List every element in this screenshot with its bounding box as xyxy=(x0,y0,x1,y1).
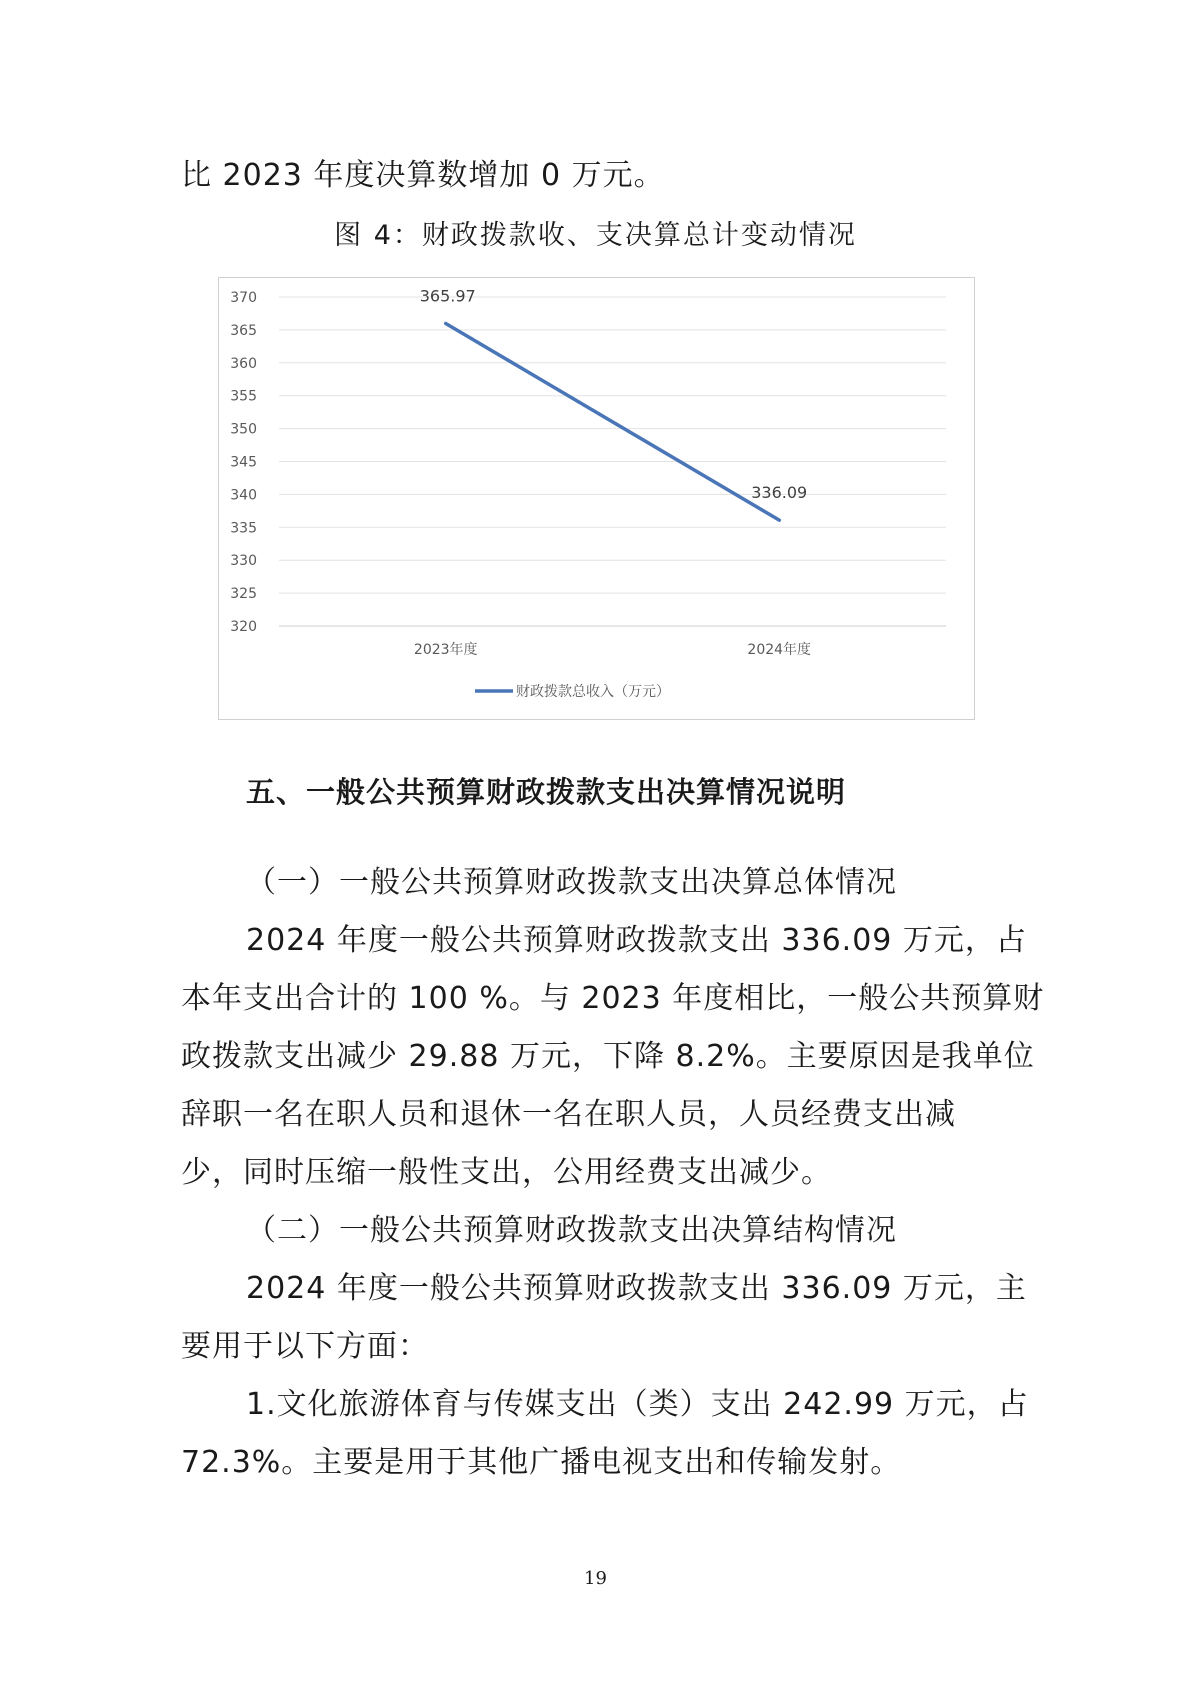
subsection-2-title: （二）一般公共预算财政拨款支出决算结构情况 xyxy=(246,1213,897,1248)
y-tick-label: 345 xyxy=(230,454,257,471)
x-tick-label: 2023年度 xyxy=(413,642,478,658)
data-point xyxy=(778,519,781,522)
paragraph-1-line-3: 政拨款支出减少 29.88 万元，下降 8.2%。主要原因是我单位 xyxy=(181,1039,1035,1074)
y-tick-label: 340 xyxy=(230,487,257,504)
paragraph-1-line-5: 少，同时压缩一般性支出，公用经费支出减少。 xyxy=(181,1155,832,1190)
legend-label: 财政拨款总收入（万元） xyxy=(516,684,670,700)
page-number: 19 xyxy=(584,1568,607,1589)
y-tick-label: 355 xyxy=(230,388,257,405)
series-line xyxy=(446,324,780,521)
y-tick-label: 335 xyxy=(230,520,257,537)
y-tick-label: 370 xyxy=(230,290,257,306)
y-tick-label: 325 xyxy=(230,586,257,603)
intro-tail-text: 比 2023 年度决算数增加 0 万元。 xyxy=(181,158,665,193)
line-chart xyxy=(218,277,975,720)
paragraph-1-line-2: 本年支出合计的 100 %。与 2023 年度相比，一般公共预算财 xyxy=(181,981,1045,1016)
data-label: 336.09 xyxy=(751,483,808,503)
data-point xyxy=(444,322,447,325)
y-tick-label: 320 xyxy=(230,619,257,635)
y-tick-label: 360 xyxy=(230,355,257,372)
item-1-line-2: 72.3%。主要是用于其他广播电视支出和传输发射。 xyxy=(181,1445,902,1480)
data-label: 365.97 xyxy=(419,286,476,306)
y-tick-label: 350 xyxy=(230,421,257,438)
paragraph-2-line-2: 要用于以下方面： xyxy=(181,1329,429,1364)
chart-canvas xyxy=(219,278,974,719)
paragraph-1-line-4: 辞职一名在职人员和退休一名在职人员，人员经费支出减 xyxy=(181,1097,956,1132)
y-tick-label: 330 xyxy=(230,553,257,570)
subsection-1-title: （一）一般公共预算财政拨款支出决算总体情况 xyxy=(246,865,897,900)
x-tick-label: 2024年度 xyxy=(747,642,812,658)
paragraph-2-line-1: 2024 年度一般公共预算财政拨款支出 336.09 万元，主 xyxy=(246,1271,1027,1306)
section-heading: 五、一般公共预算财政拨款支出决算情况说明 xyxy=(246,775,847,809)
item-1-line-1: 1.文化旅游体育与传媒支出（类）支出 242.99 万元，占 xyxy=(246,1387,1029,1422)
figure-caption: 图 4：财政拨款收、支决算总计变动情况 xyxy=(334,220,857,251)
y-tick-label: 365 xyxy=(230,322,257,339)
paragraph-1-line-1: 2024 年度一般公共预算财政拨款支出 336.09 万元，占 xyxy=(246,923,1027,958)
